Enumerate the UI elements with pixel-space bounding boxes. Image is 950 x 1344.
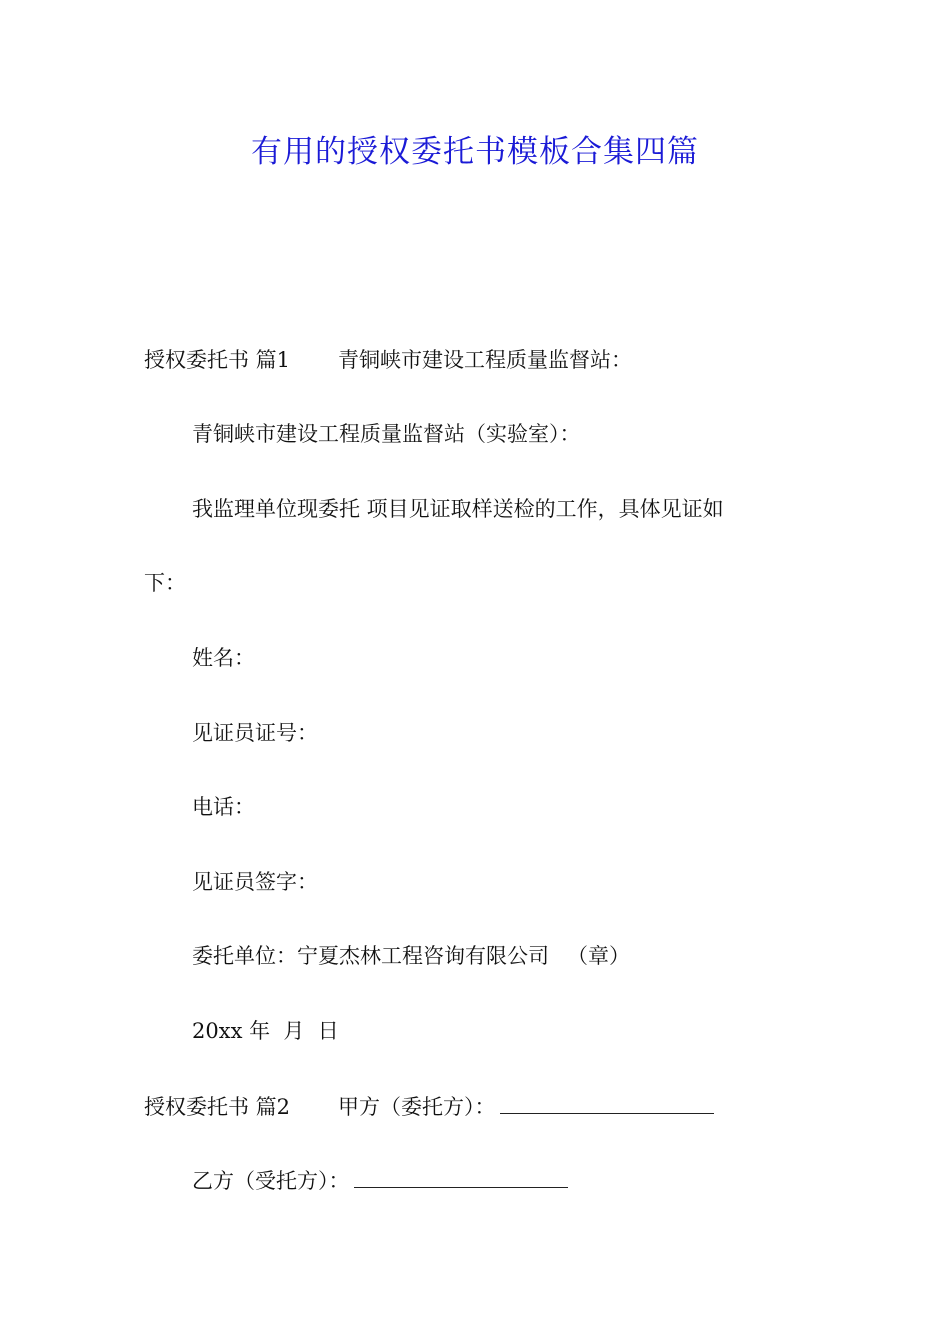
date-line: 20xx 年 月 日 — [192, 1019, 339, 1043]
document-title: 有用的授权委托书模板合集四篇 — [251, 134, 699, 170]
section1-addressee-inline: 青铜峡市建设工程质量监督站： — [338, 348, 633, 372]
party-b-line — [192, 1165, 568, 1196]
party-a-blank — [500, 1091, 714, 1114]
cert-number-label: 见证员证号： — [192, 721, 318, 745]
section1-body-line1: 我监理单位现委托 项目见证取样送检的工作，具体见证如 — [192, 497, 724, 521]
party-b-blank — [354, 1165, 568, 1188]
client-unit-line — [192, 941, 630, 971]
party-b-label: 乙方（受托方）： — [192, 1169, 350, 1193]
section1-heading: 授权委托书 篇1 — [144, 348, 291, 372]
section2-heading-line — [144, 1091, 714, 1122]
party-a-label: 甲方（委托方）： — [338, 1095, 496, 1119]
seal-label: （章） — [567, 944, 630, 968]
section2-heading: 授权委托书 篇2 — [144, 1095, 291, 1119]
section1-body-line2: 下： — [144, 571, 186, 595]
section1-heading-line — [144, 345, 632, 375]
phone-label: 电话： — [192, 795, 255, 819]
client-unit: 委托单位：宁夏杰林工程咨询有限公司 — [192, 944, 549, 968]
section1-addressee: 青铜峡市建设工程质量监督站（实验室）： — [192, 422, 581, 446]
signature-label: 见证员签字： — [192, 870, 318, 894]
name-label: 姓名： — [192, 646, 255, 670]
